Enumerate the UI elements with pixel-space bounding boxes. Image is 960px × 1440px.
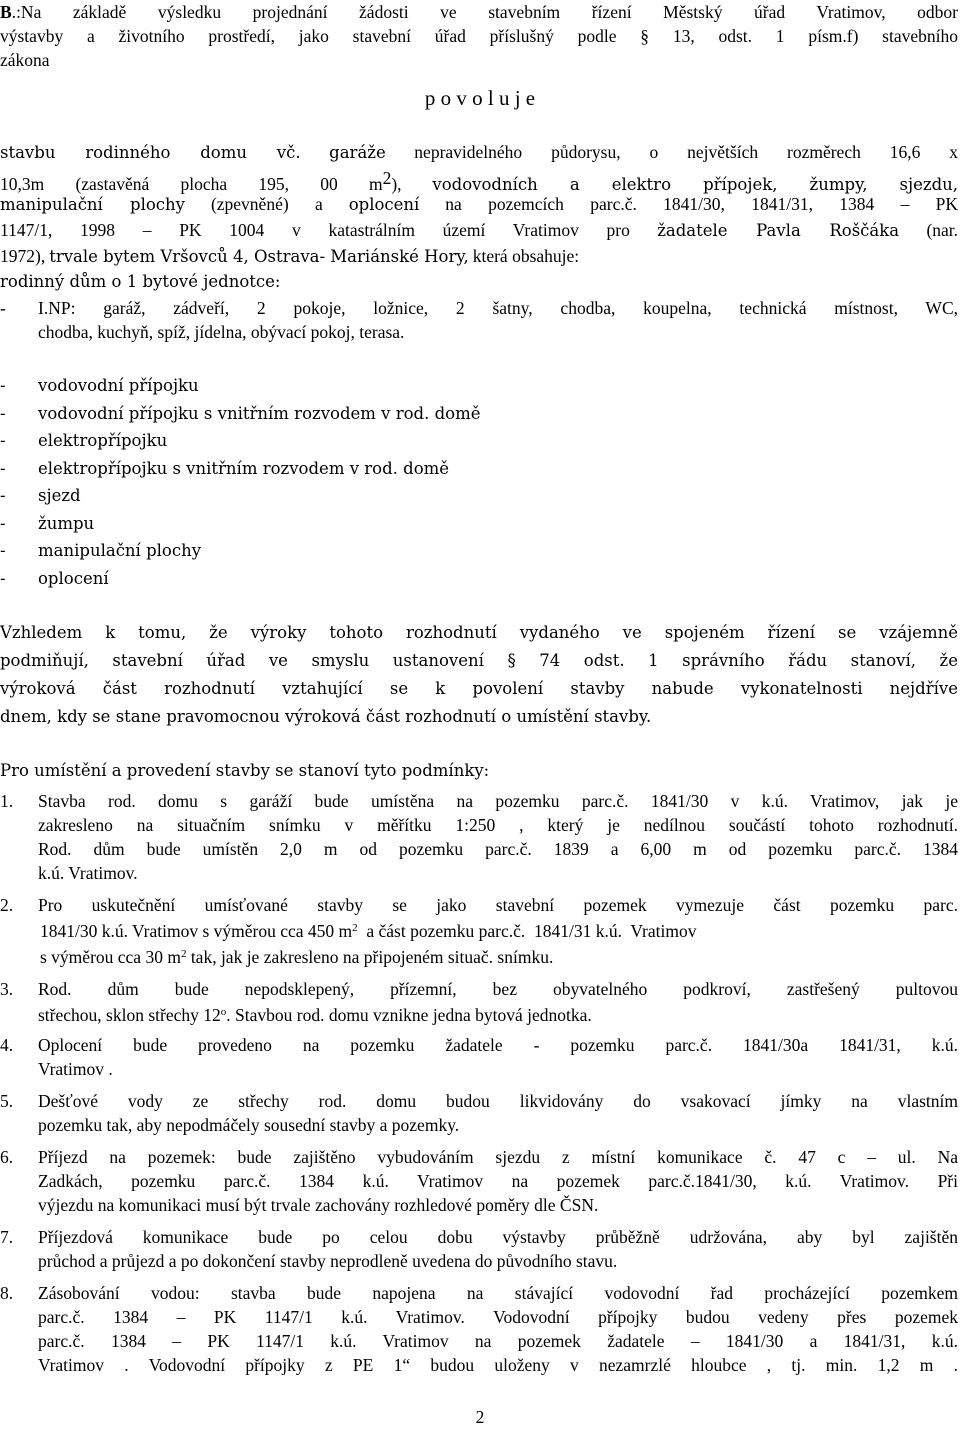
np-line-1: I.NP: garáž, zádveří, 2 pokoje, ložnice, 2 šatny, chodba, koupelna, technická místnost, WC,	[38, 298, 958, 318]
main-line-1: stavbu rodinného domu vč. garáže nepravidelného půdorysu, o největších rozměrech 16,6 x	[0, 142, 959, 162]
main-line-6: rodinný dům o 1 bytové jednotce:	[0, 272, 281, 291]
page-number: 2	[475, 1407, 485, 1427]
np-dash: -	[0, 298, 6, 318]
intro-line-2: výstavby a životního prostředí, jako stavební úřad příslušný podle § 13, odst. 1 písm.f) stavebního	[0, 26, 958, 46]
vzhledem-line-1: Vzhledem k tomu, že výroky tohoto rozhodnutí vydaného ve spojeném řízení se vzájemně	[0, 623, 958, 642]
decision-heading: p o v o l u j e	[424, 86, 536, 110]
document-page: B.:Na základě výsledku projednání žádosti ve stavebním řízení Městský úřad Vratimov, odbor výstavby a životního prostředí, jako stavební úřad příslušný podle § 13, odst. 1 písm.f) stavebního zákona p o v o l u j e stavbu rodinného domu vč. garáže nepravidelného půdorysu, o největších rozměrech 16,6 x 10,3m (zastavěná plocha 195, 00 $m^2$), vodovodních a elektro přípojek, žumpy, sjezdu, manipulační plochy (zpevněné) a oplocení na pozemcích parc.č. 1841/30, 1841/31, 1384 – PK 1147/1, 1998 – PK 1004 v katastrálním území Vratimov pro žadatele Pavla Roščáka (nar. 1972), trvale bytem Vršovců 4, Ostrava- Mariánské Hory, která obsahuje: rodinný dům o 1 bytové jednotce: - I.NP: garáž, zádveří, 2 pokoje, ložnice, 2 šatny, chodba, koupelna, technická místnost, WC, chodba, kuchyň, spíž, jídelna, obývací pokoj, terasa. - vodovodní přípojku - vodovodní přípojku s vnitřním rozvodem v rod. domě - elektropřípojku - elektropřípojku s vnitřním rozvodem v rod. domě - sjezd - žumpu - manipulační plochy - oplocení Vzhledem k tomu, že výroky tohoto rozhodnutí vydaného ve spojeném řízení se vzájemně podmiňují, stavební úřad ve smyslu ustanovení § 74 odst. 1 správního řádu stanoví, že výroková část rozhodnutí vztahující se k povolení stavby nabude vykonatelnosti nejdříve dnem, kdy se stane pravomocnou výroková část rozhodnutí o umístění stavby. Pro umístění a provedení stavby se stanoví tyto podmínky: 1. Stavba rod. domu s garáží bude umístěna na pozemku parc.č. 1841/30 v k.ú. Vratimov, jak je zakresleno na situačním snímku v měřítku 1:250 , který je nedílnou součástí tohoto rozhodnutí. Rod. dům bude umístěn 2,0 m od pozemku parc.č. 1839 a 6,00 m od pozemku parc.č. 1384 k.ú. Vratimov. 2. Pro uskutečnění umísťované stavby se jako stavební pozemek vymezuje část pozemku parc. 1841/30 k.ú. Vratimov s výměrou cca 450 $m^2$ a část pozemku parc.č. 1841/31 k.ú. Vratimov s výměrou cca 30 $m^2$ tak, jak je zakresleno na připojeném situač. snímku. 3. Rod. dům bude nepodsklepený, přízemní, bez obyvatelného podkroví, zastřešený pultovou střechou, sklon střechy 12$^o$. Stavbou rod. domu vznikne jedna bytová jednotka. 4. Oplocení bude provedeno na pozemku žadatele - pozemku parc.č. 1841/30a 1841/31, k.ú. Vratimov . 5. Dešťové vody ze střechy rod. domu budou likvidovány do vsakovací jímky na vlastním pozemku tak, aby nepodmáčely sousední stavby a pozemky. 6. Příjezd na pozemek: bude zajištěno vybudováním sjezdu z místní komunikace č. 47 c – ul. Na Zadkách, pozemku parc.č. 1384 k.ú. Vratimov na pozemek parc.č.1841/30, k.ú. Vratimov. Při výjezdu na komunikaci musí být trvale zachovány rozhledové poměry dle ČSN. 7. Příjezdová komunikace bude po celou dobu výstavby průběžně udržována, aby byl zajištěn průchod a průjezd a po dokončení stavby neprodleně uvedena do původního stavu. 8. Zásobování vodou: stavba bude napojena na stávající vodovodní řad procházející pozemkem parc.č. 1384 – PK 1147/1 k.ú. Vratimov. Vodovodní přípojky budou vedeny přes pozemek parc.č. 1384 – PK 1147/1 k.ú. Vratimov na pozemek žadatele – 1841/30 a 1841/31, k.ú. Vratimov . Vodovodní přípojky z PE 1“ budou uloženy v nezamrzlé hloubce , tj. min. 1,2 m . 2	[0, 2, 959, 1427]
vzhledem-line-2: podmiňují, stavební úřad ve smyslu ustanovení § 74 odst. 1 správního řádu stanoví, že	[0, 651, 958, 670]
intro-line-1: B.:Na základě výsledku projednání žádosti ve stavebním řízení Městský úřad Vratimov, odbor	[0, 2, 958, 22]
conditions-title: Pro umístění a provedení stavby se stanoví tyto podmínky:	[0, 761, 490, 780]
main-line-5: 1972), trvale bytem Vršovců 4, Ostrava- Mariánské Hory, která obsahuje:	[0, 246, 580, 266]
main-line-2: 10,3m (zastavěná plocha 195, 00 $m^2$), vodovodních a elektro přípojek, žumpy, sjezdu,	[0, 168, 959, 194]
intro-line-3: zákona	[0, 50, 50, 70]
vzhledem-line-3: výroková část rozhodnutí vztahující se k povolení stavby nabude vykonatelnosti nejdříve	[0, 679, 958, 698]
main-line-3: manipulační plochy (zpevněné) a oplocení na pozemcích parc.č. 1841/30, 1841/31, 1384 – PK	[0, 194, 959, 214]
vzhledem-line-4: dnem, kdy se stane pravomocnou výroková část rozhodnutí o umístění stavby.	[0, 707, 652, 726]
np-line-2: chodba, kuchyň, spíž, jídelna, obývací pokoj, terasa.	[38, 322, 405, 342]
main-line-4: 1147/1, 1998 – PK 1004 v katastrálním území Vratimov pro žadatele Pavla Roščáka (nar.	[0, 220, 959, 240]
